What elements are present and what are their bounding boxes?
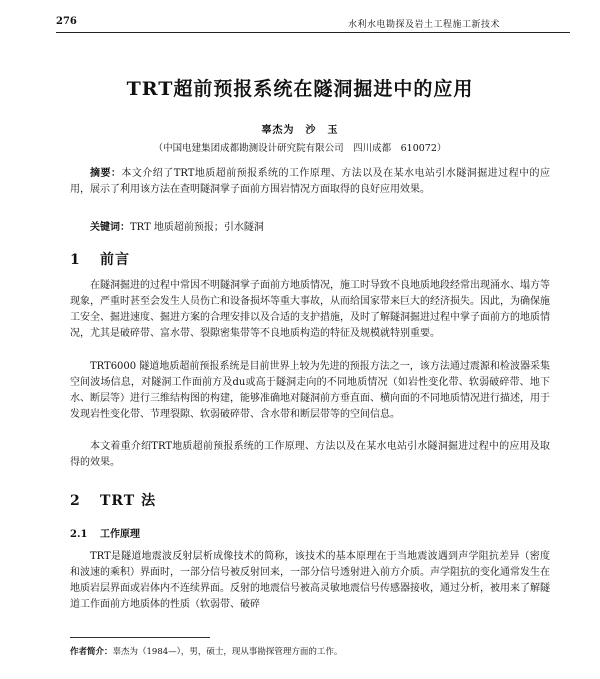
article-affiliation: （中国电建集团成都勘测设计研究院有限公司 四川成都 610072） <box>153 143 447 154</box>
section-2-title: TRT 法 <box>100 493 157 509</box>
subsection-2-1-number: 2.1 <box>70 529 88 540</box>
subsection-2-1-heading <box>70 525 140 540</box>
keywords <box>90 218 264 233</box>
abstract-label: 摘要： <box>90 168 122 179</box>
abstract <box>70 166 550 198</box>
keywords-label: 关键词： <box>90 222 130 233</box>
footnote-label: 作者简介： <box>70 647 113 657</box>
section-2-number: 2 <box>70 493 81 509</box>
section-1-paragraph-1: 在隧洞掘进的过程中常因不明隧洞掌子面前方地质情况，施工时导致不良地质地段经常出现涌水、塌方等现象，严重时甚至会发生人员伤亡和设备损坏等重大事故，从而给国家带来巨大的经济损失。因此，为确保施工安全、掘进速度、掘进方案的合理安排以及合适的支护措施，及时了解隧洞掘进过程中掌子面前方的地质情况，尤其是破碎带、富水带、裂隙密集带等不良地质构造的特征及规模就特别重要。 <box>70 280 550 339</box>
abstract-text: 本文介绍了TRT地质超前预报系统的工作原理、方法以及在某水电站引水隧洞掘进过程中的应用，展示了利用该方法在查明隧洞掌子面前方围岩情况方面取得的良好应用效果。 <box>70 168 551 195</box>
article-authors: 辜杰为 沙 玉 <box>261 125 339 136</box>
subsection-2-1-title: 工作原理 <box>100 529 140 540</box>
running-header <box>56 14 570 33</box>
footnote <box>70 645 342 657</box>
section-1-heading <box>70 249 130 269</box>
section-1-paragraph-2: TRT6000 隧道地质超前预报系统是目前世界上较为先进的预报方法之一，该方法通过震源和检波器采集空间波场信息，对隧洞工作面前方及du或高于隧洞走向的不同地质情况（如岩性变化带、软弱破碎带、地下水、断层等）进行三维结构图的构建，能够准确地对隧洞前方垂直面、横向面的不同地质情况进行描述，用于发现岩性变化带、节理裂隙、软弱破碎带、含水带和断层带等的空间信息。 <box>70 361 550 420</box>
section-2-paragraph-1: TRT是隧道地震波反射层析成像技术的简称，该技术的基本原理在于当地震波遇到声学阻抗差异（密度和波速的乘积）界面时，一部分信号被反射回来，一部分信号透射进入前方介质。声学阻抗的变化通常发生在地质岩层界面或岩体内不连续界面。反射的地震信号被高灵敏地震信号传感器接收，通过分析，被用来了解隧道工作面前方地质体的性质（软弱带、破碎 <box>70 551 550 610</box>
footnote-rule <box>70 637 210 638</box>
section-1-number: 1 <box>70 252 81 268</box>
journal-title: 水利水电勘探及岩土工程施工新技术 <box>347 20 500 30</box>
page-number: 276 <box>56 16 77 27</box>
article-title: TRT超前预报系统在隧洞掘进中的应用 <box>126 78 474 100</box>
section-1-title: 前言 <box>100 252 130 268</box>
section-2-heading <box>70 490 156 510</box>
footnote-text: 辜杰为（1984—），男，硕士，现从事勘探管理方面的工作。 <box>112 647 343 657</box>
keywords-text: TRT 地质超前预报；引水隧洞 <box>130 222 264 233</box>
section-1-paragraph-3: 本文着重介绍TRT地质超前预报系统的工作原理、方法以及在某水电站引水隧洞掘进过程中的应用及取得的效果。 <box>70 441 550 468</box>
